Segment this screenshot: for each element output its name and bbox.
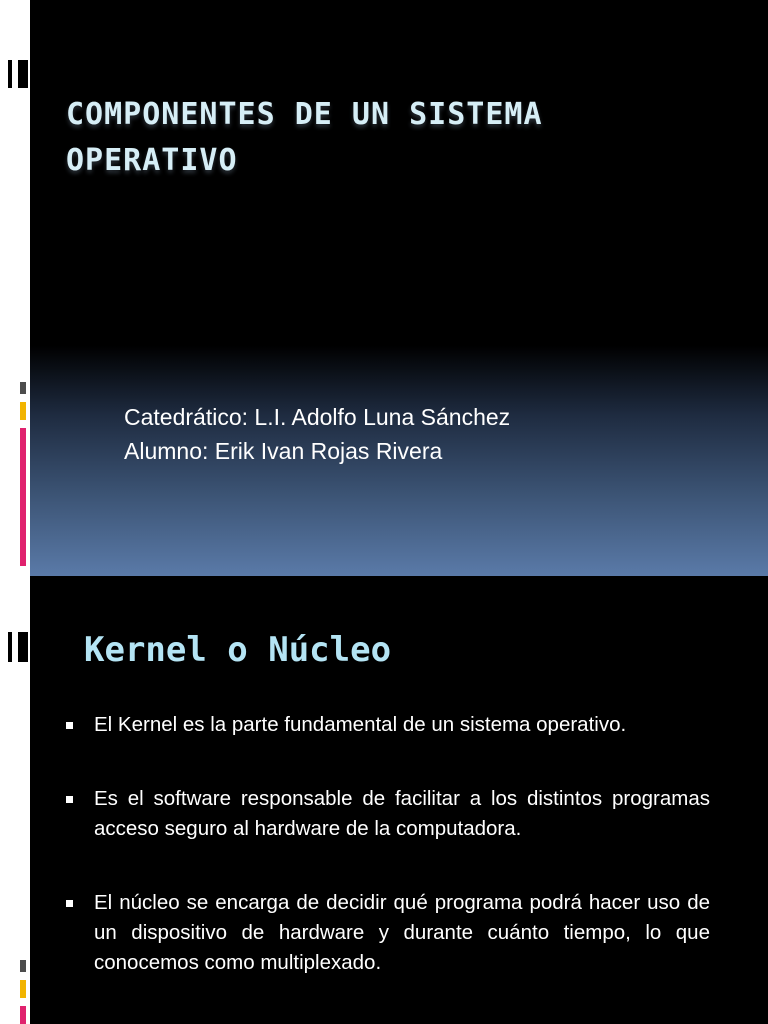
black-accent-bar — [18, 632, 28, 662]
left-decorative-strip — [0, 576, 30, 1024]
pink-accent — [20, 428, 26, 566]
bullet-square-icon — [66, 900, 73, 907]
bullet-list — [62, 710, 710, 1022]
catedratico-text: Catedrático: L.I. Adolfo Luna Sánchez — [124, 404, 511, 430]
bullet-text: Es el software responsable de facilitar a los distintos programas acceso seguro al hardware de la computadora. — [94, 787, 710, 840]
kernel-heading: Kernel o Núcleo — [84, 630, 392, 670]
list-item — [62, 710, 710, 740]
bullet-square-icon — [66, 722, 73, 729]
bullet-square-icon — [66, 796, 73, 803]
title-line-1: COMPONENTES DE UN SISTEMA — [66, 97, 543, 132]
slide-background-gradient — [30, 0, 768, 576]
black-accent-line — [8, 632, 12, 662]
list-item — [62, 784, 710, 844]
title-line-2: OPERATIVO — [66, 143, 238, 178]
yellow-accent — [20, 980, 26, 998]
black-accent-bar — [18, 60, 28, 88]
list-item — [62, 888, 710, 978]
alumno-text: Alumno: Erik Ivan Rojas Rivera — [124, 438, 443, 464]
yellow-accent — [20, 402, 26, 420]
slide-title-heading — [66, 92, 726, 184]
black-accent-line — [8, 60, 12, 88]
slide-kernel — [0, 576, 768, 1024]
gray-accent — [20, 382, 26, 394]
bullet-text: El núcleo se encarga de decidir qué programa podrá hacer uso de un dispositivo de hardware y durante cuánto tiempo, lo que conocemos como multiplexado. — [94, 891, 710, 974]
credits-block — [124, 400, 510, 468]
gray-accent — [20, 960, 26, 972]
bullet-text: El Kernel es la parte fundamental de un sistema operativo. — [94, 713, 627, 736]
pink-accent — [20, 1006, 26, 1024]
left-decorative-strip — [0, 0, 30, 576]
